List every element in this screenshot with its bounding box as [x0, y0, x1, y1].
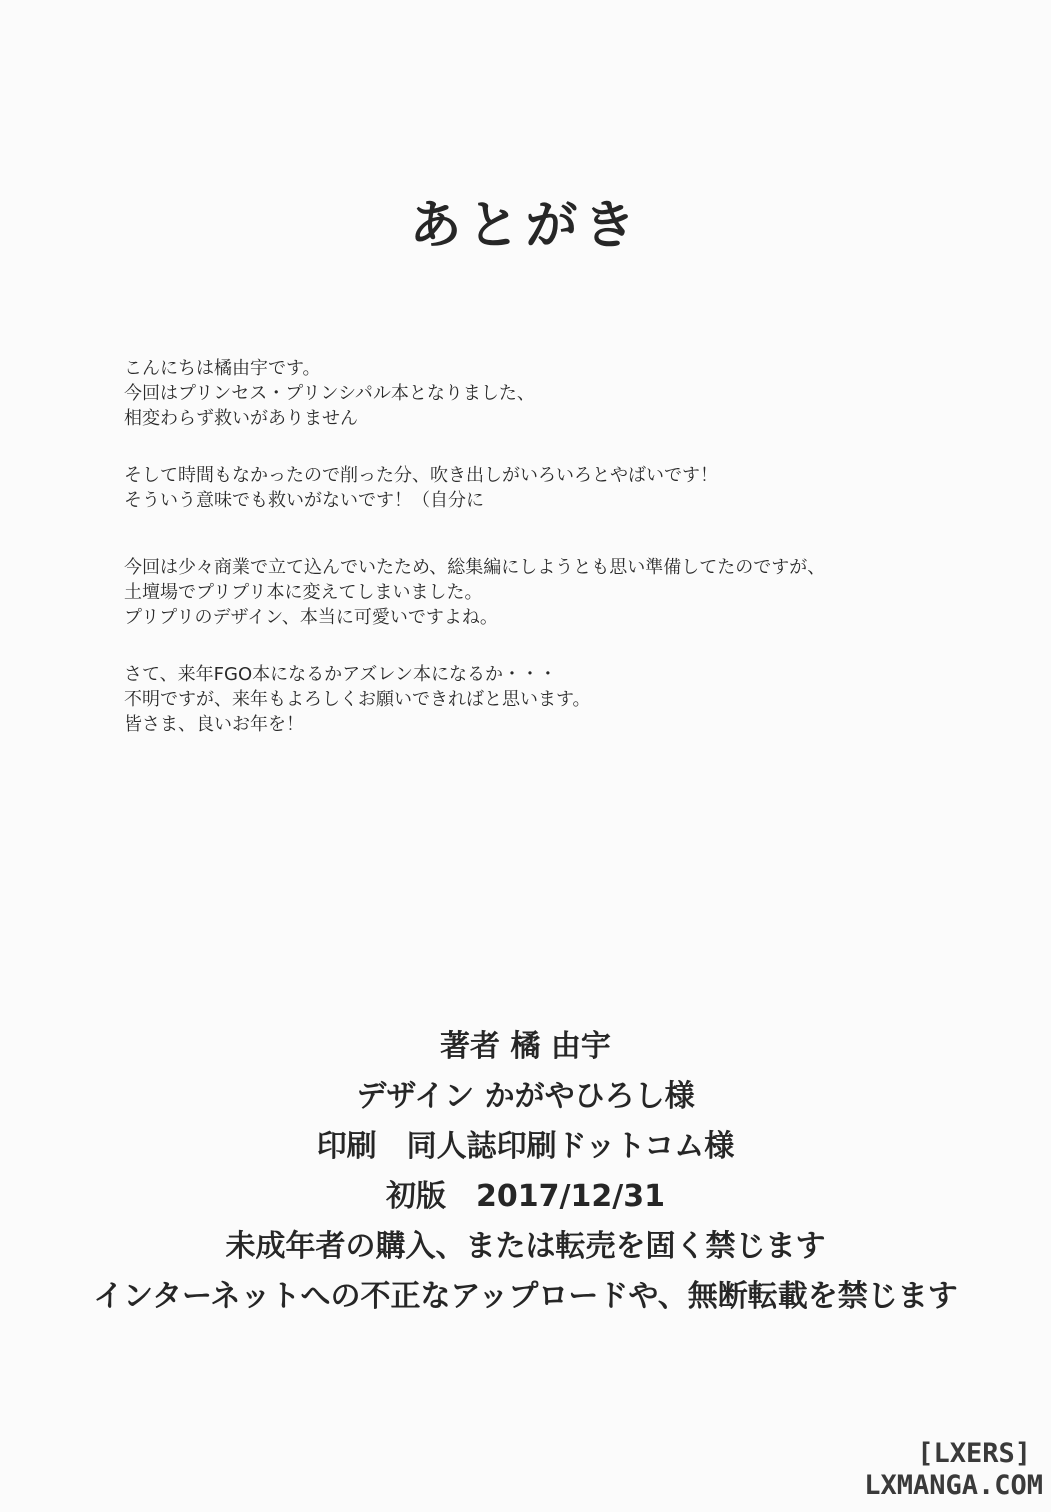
afterword-body	[124, 356, 984, 769]
text-line: 皆さま、良いお年を！	[124, 714, 304, 735]
text-line: 土壇場でプリプリ本に変えてしまいました。	[124, 582, 483, 603]
paragraph-speech-bubbles	[124, 463, 984, 513]
colophon-notice-upload: インターネットへの不正なアップロードや、無断転載を禁じます	[93, 1279, 958, 1314]
watermark	[864, 1438, 1043, 1502]
colophon	[0, 1022, 1051, 1322]
page-title: あとがき	[409, 195, 642, 256]
text-line: さて、来年FGO本になるかアズレン本になるか・・・	[124, 664, 557, 685]
paragraph-compilation	[124, 555, 984, 630]
colophon-author: 著者 橘 由宇	[440, 1029, 611, 1064]
text-line: 今回は少々商業で立て込んでいたため、総集編にしようとも思い準備してたのですが、	[124, 557, 826, 578]
paragraph-next-year	[124, 662, 984, 737]
text-line: そういう意味でも救いがないです！（自分に	[124, 490, 484, 511]
text-line: 相変わらず救いがありません	[124, 408, 358, 429]
paragraph-greeting	[124, 356, 984, 431]
text-line: 不明ですが、来年もよろしくお願いできればと思います。	[124, 689, 591, 710]
text-line: そして時間もなかったので削った分、吹き出しがいろいろとやばいです！	[124, 465, 718, 486]
watermark-site: LXMANGA.COM	[864, 1470, 1043, 1501]
colophon-first-edition: 初版 2017/12/31	[386, 1179, 665, 1214]
text-line: こんにちは橘由宇です。	[124, 358, 321, 379]
colophon-printing: 印刷 同人誌印刷ドットコム様	[316, 1129, 735, 1164]
text-line: プリプリのデザイン、本当に可愛いですよね。	[124, 607, 498, 628]
colophon-notice-minors: 未成年者の購入、または転売を固く禁じます	[225, 1229, 826, 1264]
colophon-design: デザイン かがやひろし様	[356, 1079, 695, 1114]
watermark-tag: [LXERS]	[917, 1438, 1031, 1469]
text-line: 今回はプリンセス・プリンシパル本となりました、	[124, 383, 535, 404]
